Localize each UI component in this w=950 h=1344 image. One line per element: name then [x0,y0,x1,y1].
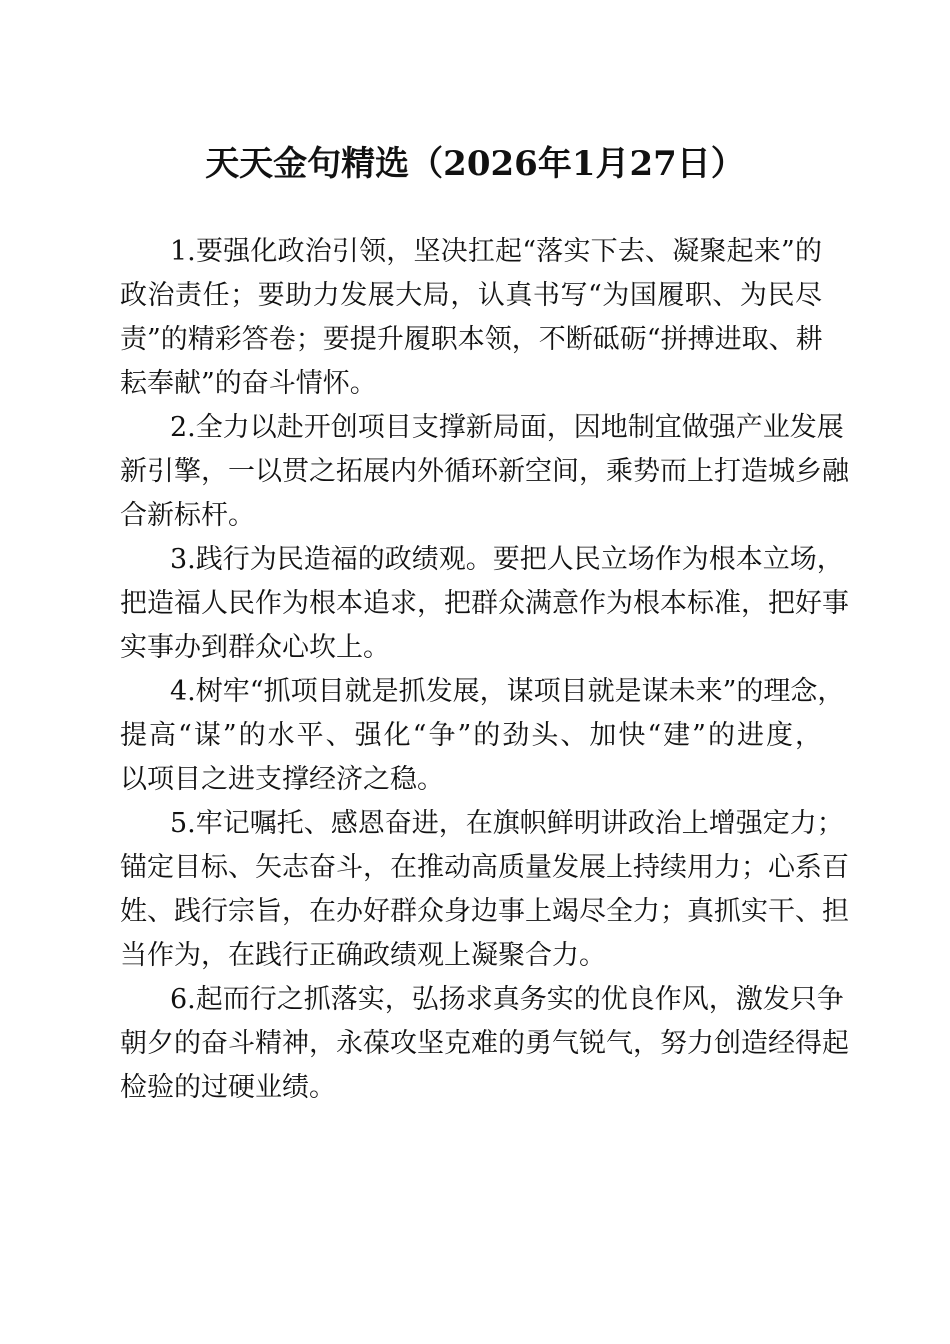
quote-paragraph-6 [120,978,849,1110]
paragraph-line: 4.树牢“抓项目就是抓发展，谋项目就是谋未来”的理念， [170,676,845,707]
document-title: 天天金句精选（2026年1月27日） [205,144,745,184]
paragraph-line: 合新标杆。 [120,500,255,531]
paragraph-line: 检验的过硬业绩。 [120,1072,336,1103]
paragraph-line: 以项目之进支撑经济之稳。 [120,764,444,795]
quote-paragraph-5 [120,802,849,978]
paragraph-line: 姓、践行宗旨，在办好群众身边事上竭尽全力；真抓实干、担 [120,896,849,927]
paragraph-line: 5.牢记嘱托、感恩奋进，在旗帜鲜明讲政治上增强定力； [170,808,844,839]
quote-paragraph-2 [120,406,849,538]
paragraph-line: 责”的精彩答卷；要提升履职本领，不断砥砺“拼搏进取、耕 [120,324,823,355]
quote-paragraph-3 [120,538,849,670]
paragraph-line: 实事办到群众心坎上。 [120,632,390,663]
paragraph-line: 耘奉献”的奋斗情怀。 [120,368,377,399]
paragraph-line: 3.践行为民造福的政绩观。要把人民立场作为根本立场， [170,544,844,575]
paragraph-line: 朝夕的奋斗精神，永葆攻坚克难的勇气锐气，努力创造经得起 [120,1028,849,1059]
quote-paragraph-1 [120,230,822,406]
paragraph-line: 提高“谋”的水平、强化“争”的劲头、加快“建”的进度， [120,720,822,751]
paragraph-line: 1.要强化政治引领，坚决扛起“落实下去、凝聚起来”的 [170,236,822,267]
paragraph-line: 2.全力以赴开创项目支撑新局面，因地制宜做强产业发展 [170,412,844,443]
paragraph-line: 新引擎，一以贯之拓展内外循环新空间，乘势而上打造城乡融 [120,456,849,487]
paragraph-line: 政治责任；要助力发展大局，认真书写“为国履职、为民尽 [120,280,822,311]
paragraph-line: 当作为，在践行正确政绩观上凝聚合力。 [120,940,606,971]
paragraph-line: 锚定目标、矢志奋斗，在推动高质量发展上持续用力；心系百 [120,852,849,883]
document-body [120,230,849,1110]
paragraph-line: 6.起而行之抓落实，弘扬求真务实的优良作风，激发只争 [170,984,844,1015]
quote-paragraph-4 [120,670,845,802]
paragraph-line: 把造福人民作为根本追求，把群众满意作为根本标准，把好事 [120,588,849,619]
